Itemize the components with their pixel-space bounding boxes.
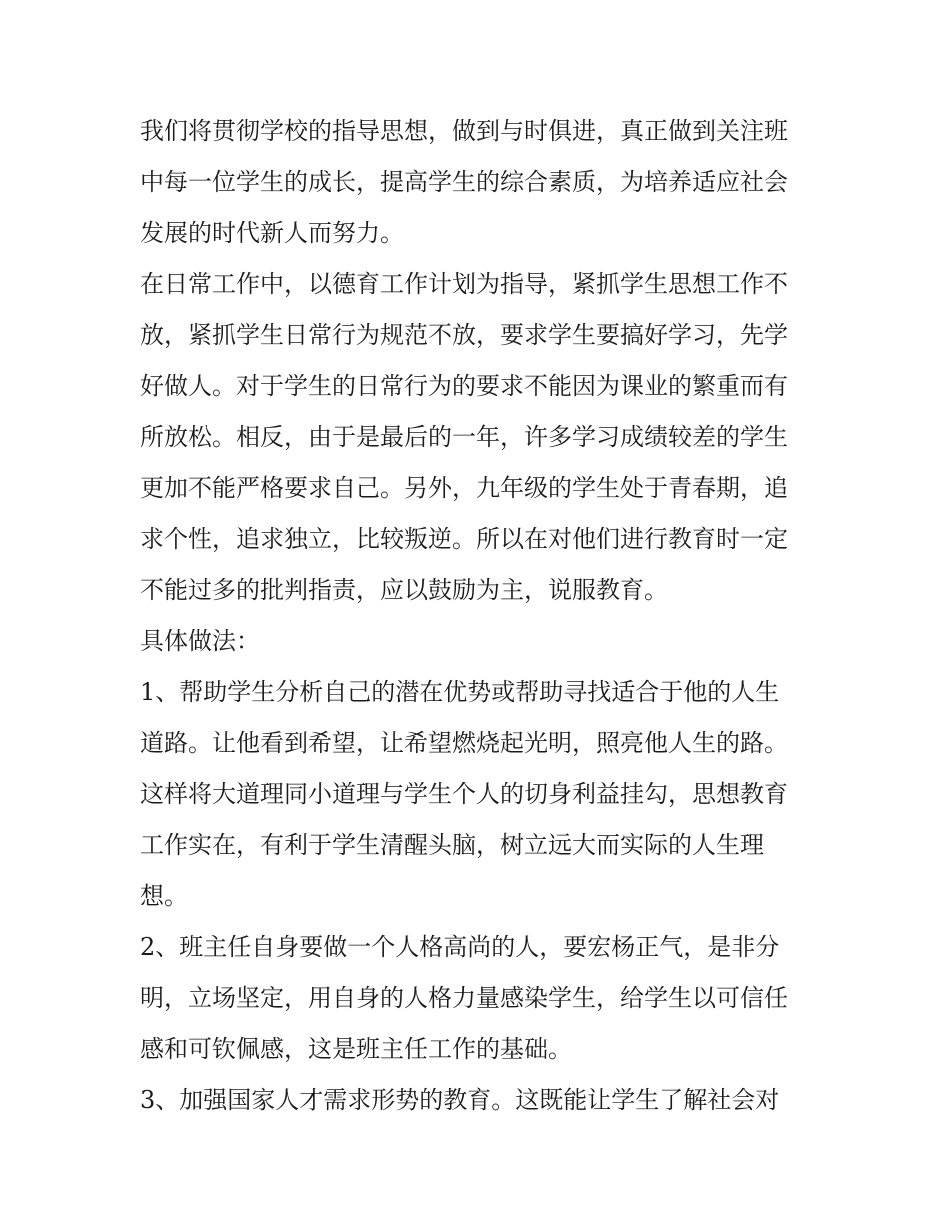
text-line: 更加不能严格要求自己。另外，九年级的学生处于青春期，追 xyxy=(140,474,788,502)
text-line: 好做人。对于学生的日常行为的要求不能因为课业的繁重而有 xyxy=(140,372,788,400)
text-line: 感和可钦佩感，这是班主任工作的基础。 xyxy=(140,1035,572,1063)
text-line: 3、加强国家人才需求形势的教育。这既能让学生了解社会对 xyxy=(140,1086,780,1114)
text-line: 具体做法： xyxy=(140,627,260,655)
text-line: 工作实在，有利于学生清醒头脑，树立远大而实际的人生理 xyxy=(140,831,764,859)
text-line: 我们将贯彻学校的指导思想，做到与时俱进，真正做到关注班 xyxy=(140,117,788,145)
text-line: 想。 xyxy=(140,882,188,910)
text-line: 这样将大道理同小道理与学生个人的切身利益挂勾，思想教育 xyxy=(140,780,788,808)
text-line: 明，立场坚定，用自身的人格力量感染学生，给学生以可信任 xyxy=(140,984,788,1012)
text-line: 2、班主任自身要做一个人格高尚的人，要宏杨正气，是非分 xyxy=(140,933,780,961)
text-line: 1、帮助学生分析自己的潜在优势或帮助寻找适合于他的人生 xyxy=(140,678,780,706)
text-line: 道路。让他看到希望，让希望燃烧起光明，照亮他人生的路。 xyxy=(140,729,788,757)
text-line: 不能过多的批判指责，应以鼓励为主，说服教育。 xyxy=(140,576,668,604)
document-body xyxy=(140,106,815,1126)
text-line: 在日常工作中，以德育工作计划为指导，紧抓学生思想工作不 xyxy=(140,270,788,298)
text-line: 中每一位学生的成长，提高学生的综合素质，为培养适应社会 xyxy=(140,168,788,196)
text-line: 求个性，追求独立，比较叛逆。所以在对他们进行教育时一定 xyxy=(140,525,788,553)
text-line: 所放松。相反，由于是最后的一年，许多学习成绩较差的学生 xyxy=(140,423,788,451)
text-line: 发展的时代新人而努力。 xyxy=(140,219,404,247)
text-line: 放，紧抓学生日常行为规范不放，要求学生要搞好学习，先学 xyxy=(140,321,788,349)
